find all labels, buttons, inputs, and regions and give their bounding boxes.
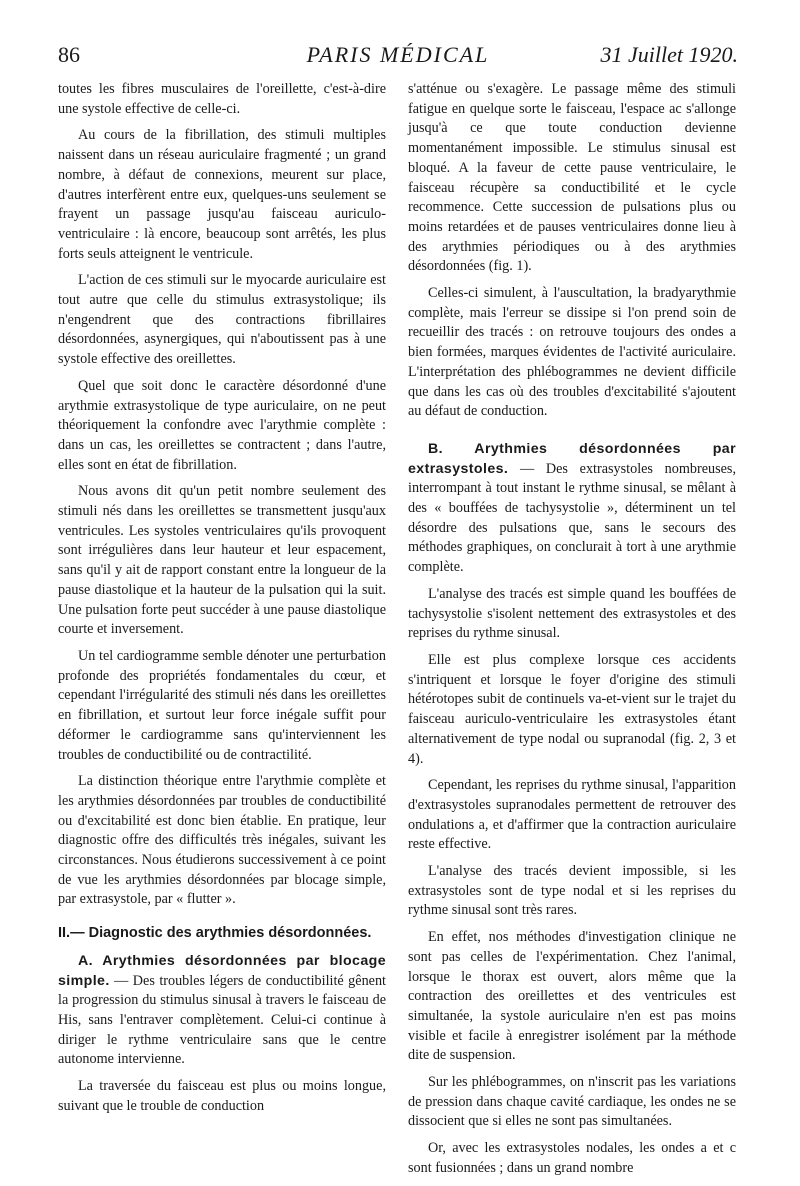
right-column xyxy=(408,80,736,1186)
paragraph: L'action de ces stimuli sur le myocarde auriculaire est tout autre que celle du stimulus extrasystolique; ils n'engendrent que des contractions fibrillaires désordonnées, asynergiques, qui n'aboutissent pas à une systole effective des oreillettes. xyxy=(58,272,386,368)
subsection-text: — Des troubles légers de conductibilité gênent la progression du stimulus sinusal à travers le faisceau de His, sans l'entraver complètement. Celui-ci continue à diriger le rythme ventriculaire sans que le centre autonome intervienne. xyxy=(58,972,386,1068)
paragraph: Or, avec les extrasystoles nodales, les ondes a et c sont fusionnées ; dans un grand nombre xyxy=(408,1140,736,1176)
subsection-a xyxy=(58,952,386,1070)
paragraph: La traversée du faisceau est plus ou moins longue, suivant que le trouble de conduction xyxy=(58,1078,386,1114)
section-heading: II.— Diagnostic des arythmies désordonnées. xyxy=(58,925,372,942)
page-number: 86 xyxy=(58,42,80,67)
subsection-text: — Des extrasystoles nombreuses, interrompant à tout instant le rythme sinusal, se mêlant à des « bouffées de tachysystolie », déterminent un tel désordre des pulsations que, sans le secours des méthodes graphiques, on conclurait à tort à une arythmie complète. xyxy=(408,460,736,576)
paragraph: Celles-ci simulent, à l'auscultation, la bradyarythmie complète, mais l'erreur se dissipe si l'on prend soin de recueillir des tracés : on retrouve toujours des ondes a bien formées, marques évidentes de l'activité auriculaire. L'interprétation des phlébogrammes ne devient difficile que dans les cas où des troubles d'excitabilité s'ajoutent au défaut de conduction. xyxy=(408,285,736,420)
paragraph: Quel que soit donc le caractère désordonné d'une arythmie extrasystolique de type auriculaire, on ne peut théoriquement la confondre avec l'arythmie complète : dans un cas, les oreillettes se contractent ; dans l'autre, elles sont en état de fibrillation. xyxy=(58,377,386,473)
paragraph: Sur les phlébogrammes, on n'inscrit pas les variations de pression dans chaque cavité cardiaque, les ondes ne se dissocient que si elles ne sont pas simultanées. xyxy=(408,1074,736,1130)
paragraph: Cependant, les reprises du rythme sinusal, l'apparition d'extrasystoles supranodales permettent de retrouver des ondulations a, et d'affirmer que la contraction auriculaire reste effective. xyxy=(408,777,736,853)
paragraph: Un tel cardiogramme semble dénoter une perturbation profonde des propriétés fondamentales du cœur, et cependant l'irrégularité des stimuli nés dans les oreillettes en fibrillation, et surtout leur force inégale suffit pour déformer le cardiogramme sans qu'interviennent les troubles de conductibilité ou de contractilité. xyxy=(58,647,386,763)
paragraph: s'atténue ou s'exagère. Le passage même des stimuli fatigue en quelque sorte le faisceau, l'espace ac s'allonge jusqu'à ce que toute conduction devienne momentanément impossible. Le stimulus sinusal est bloqué. A la faveur de cette pause ventriculaire, le faisceau récupère sa conductibilité et le cycle recommence. Cette succession de pulsations plus ou moins retardées et de pauses ventriculaires donne lieu à des arythmies périodiques ou à des arythmies désordonnées (fig. 1). xyxy=(408,81,736,275)
page-header xyxy=(58,42,738,72)
paragraph: toutes les fibres musculaires de l'oreillette, c'est-à-dire une systole effective de celle-ci. xyxy=(58,81,386,117)
journal-title: PARIS MÉDICAL xyxy=(306,42,490,67)
subsection-b xyxy=(408,440,736,578)
paragraph: La distinction théorique entre l'arythmie complète et les arythmies désordonnées par troubles de conductibilité ou d'excitabilité est donc bien établie. En pratique, leur diagnostic offre des difficultés très inégales, suivant les circonstances. Nous étudierons successivement à ce point de vue les arythmies désordonnées par blocage simple, par extrasystole, par « flutter ». xyxy=(58,773,386,908)
paragraph: Nous avons dit qu'un petit nombre seulement des stimuli nés dans les oreillettes se transmettent jusqu'aux ventricules. Les systoles ventriculaires qu'ils provoquent sont irrégulières dans leur hauteur et leur espacement, sans qu'il y ait de rapport constant entre la longueur de la pause diastolique et la hauteur de la pulsation qui la suit. Une pulsation forte peut succéder à une pause diastolique courte et inversement. xyxy=(58,483,386,638)
left-column xyxy=(58,80,386,1123)
paragraph: L'analyse des tracés devient impossible, si les extrasystoles sont de type nodal et si les reprises du rythme sinusal sont très rares. xyxy=(408,863,736,919)
subsection-heading: A. Arythmies désordonnées par blocage simple. xyxy=(58,952,386,989)
subsection-heading: B. Arythmies désordonnées par extrasystoles. xyxy=(408,440,736,477)
paragraph: Elle est plus complexe lorsque ces accidents s'intriquent et lorsque le foyer d'origine des stimuli hétérotopes subit de continuels va-et-vient sur le trajet du faisceau auriculo-ventriculaire les extrasystoles étant alternativement de type nodal ou supranodal (fig. 2, 3 et 4). xyxy=(408,651,736,767)
issue-date: 31 Juillet 1920. xyxy=(600,42,738,67)
paragraph: L'analyse des tracés est simple quand les bouffées de tachysystolie s'isolent nettement des extrasystoles et des reprises du rythme sinusal. xyxy=(408,585,736,642)
paragraph: En effet, nos méthodes d'investigation clinique ne sont pas celles de l'expérimentation. Chez l'animal, lorsque le thorax est ouvert, alors même que la contraction des oreillettes et des ventricules est simultanée, la systole auriculaire n'en est pas moins visible et facile à enregistrer isolément par la méthode dite de suspension. xyxy=(408,929,736,1064)
paragraph: Au cours de la fibrillation, des stimuli multiples naissent dans un réseau auriculaire fragmenté ; un grand nombre, à défaut de connexions, meurent sur place, d'autres interfèrent entre eux, quelques-uns seulement se frayent un passage jusqu'au faisceau auriculo-ventriculaire : là encore, beaucoup sont arrêtés, les plus forts seuls atteignent le ventricule. xyxy=(58,127,386,262)
